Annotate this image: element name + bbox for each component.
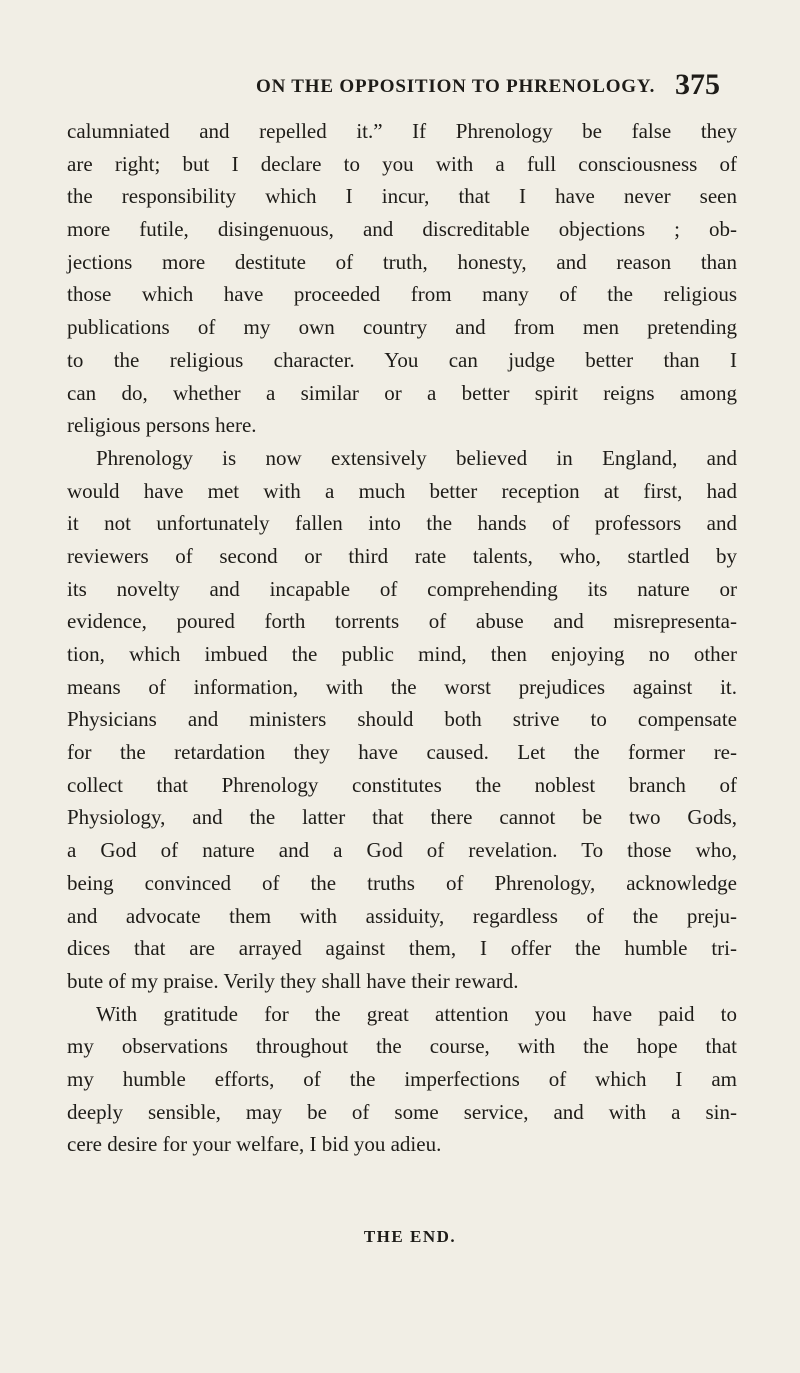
running-title: ON THE OPPOSITION TO PHRENOLOGY. [256,76,656,97]
text-line: reviewers of second or third rate talents, who, startled by [67,543,737,568]
text-line: means of information, with the worst prejudices against it. [67,674,737,699]
text-line: and advocate them with assiduity, regardless of the preju- [67,903,737,928]
text-line: it not unfortunately fallen into the hands of professors and [67,511,737,536]
text-line: for the retardation they have caused. Let the former re- [67,740,737,765]
the-end-label: THE END. [363,1227,457,1246]
text-line: evidence, poured forth torrents of abuse and misrepresenta- [67,609,737,634]
text-line: jections more destitute of truth, honesty, and reason than [67,249,737,274]
text-line: a God of nature and a God of revelation. To those who, [67,838,737,863]
text-line: the responsibility which I incur, that I have never seen [67,184,737,209]
text-line: to the religious character. You can judge better than I [67,347,737,372]
text-line: can do, whether a similar or a better spirit reigns among [67,380,737,405]
text-line: With gratitude for the great attention you have paid to [96,1001,737,1026]
text-line: deeply sensible, may be of some service, and with a sin- [67,1099,737,1124]
text-line: my observations throughout the course, with the hope that [67,1034,737,1059]
text-line: dices that are arrayed against them, I offer the humble tri- [67,936,737,961]
text-line: are right; but I declare to you with a full consciousness of [67,151,737,176]
running-head [0,68,800,108]
text-line: calumniated and repelled it.” If Phrenology be false they [67,119,737,143]
text-line: more futile, disingenuous, and discreditable objections ; ob- [67,217,737,242]
text-line: its novelty and incapable of comprehending its nature or [67,576,737,601]
page-number: 375 [675,68,720,101]
body-text [67,115,737,1161]
text-line: being convinced of the truths of Phrenology, acknowledge [67,870,737,895]
text-line: religious persons here. [67,413,257,438]
text-line: would have met with a much better reception at first, had [67,478,737,503]
text-line: my humble efforts, of the imperfections of which I am [67,1066,737,1091]
text-line: bute of my praise. Verily they shall have their reward. [67,968,519,993]
text-line: those which have proceeded from many of the religious [67,282,737,307]
text-line: collect that Phrenology constitutes the noblest branch of [67,772,737,797]
text-line: cere desire for your welfare, I bid you adieu. [67,1132,442,1157]
text-line: publications of my own country and from men pretending [67,315,737,340]
text-line: Phrenology is now extensively believed in England, and [96,445,737,470]
text-line: Physiology, and the latter that there cannot be two Gods, [67,805,737,830]
text-line: Physicians and ministers should both strive to compensate [67,707,737,732]
text-line: tion, which imbued the public mind, then enjoying no other [67,642,737,666]
